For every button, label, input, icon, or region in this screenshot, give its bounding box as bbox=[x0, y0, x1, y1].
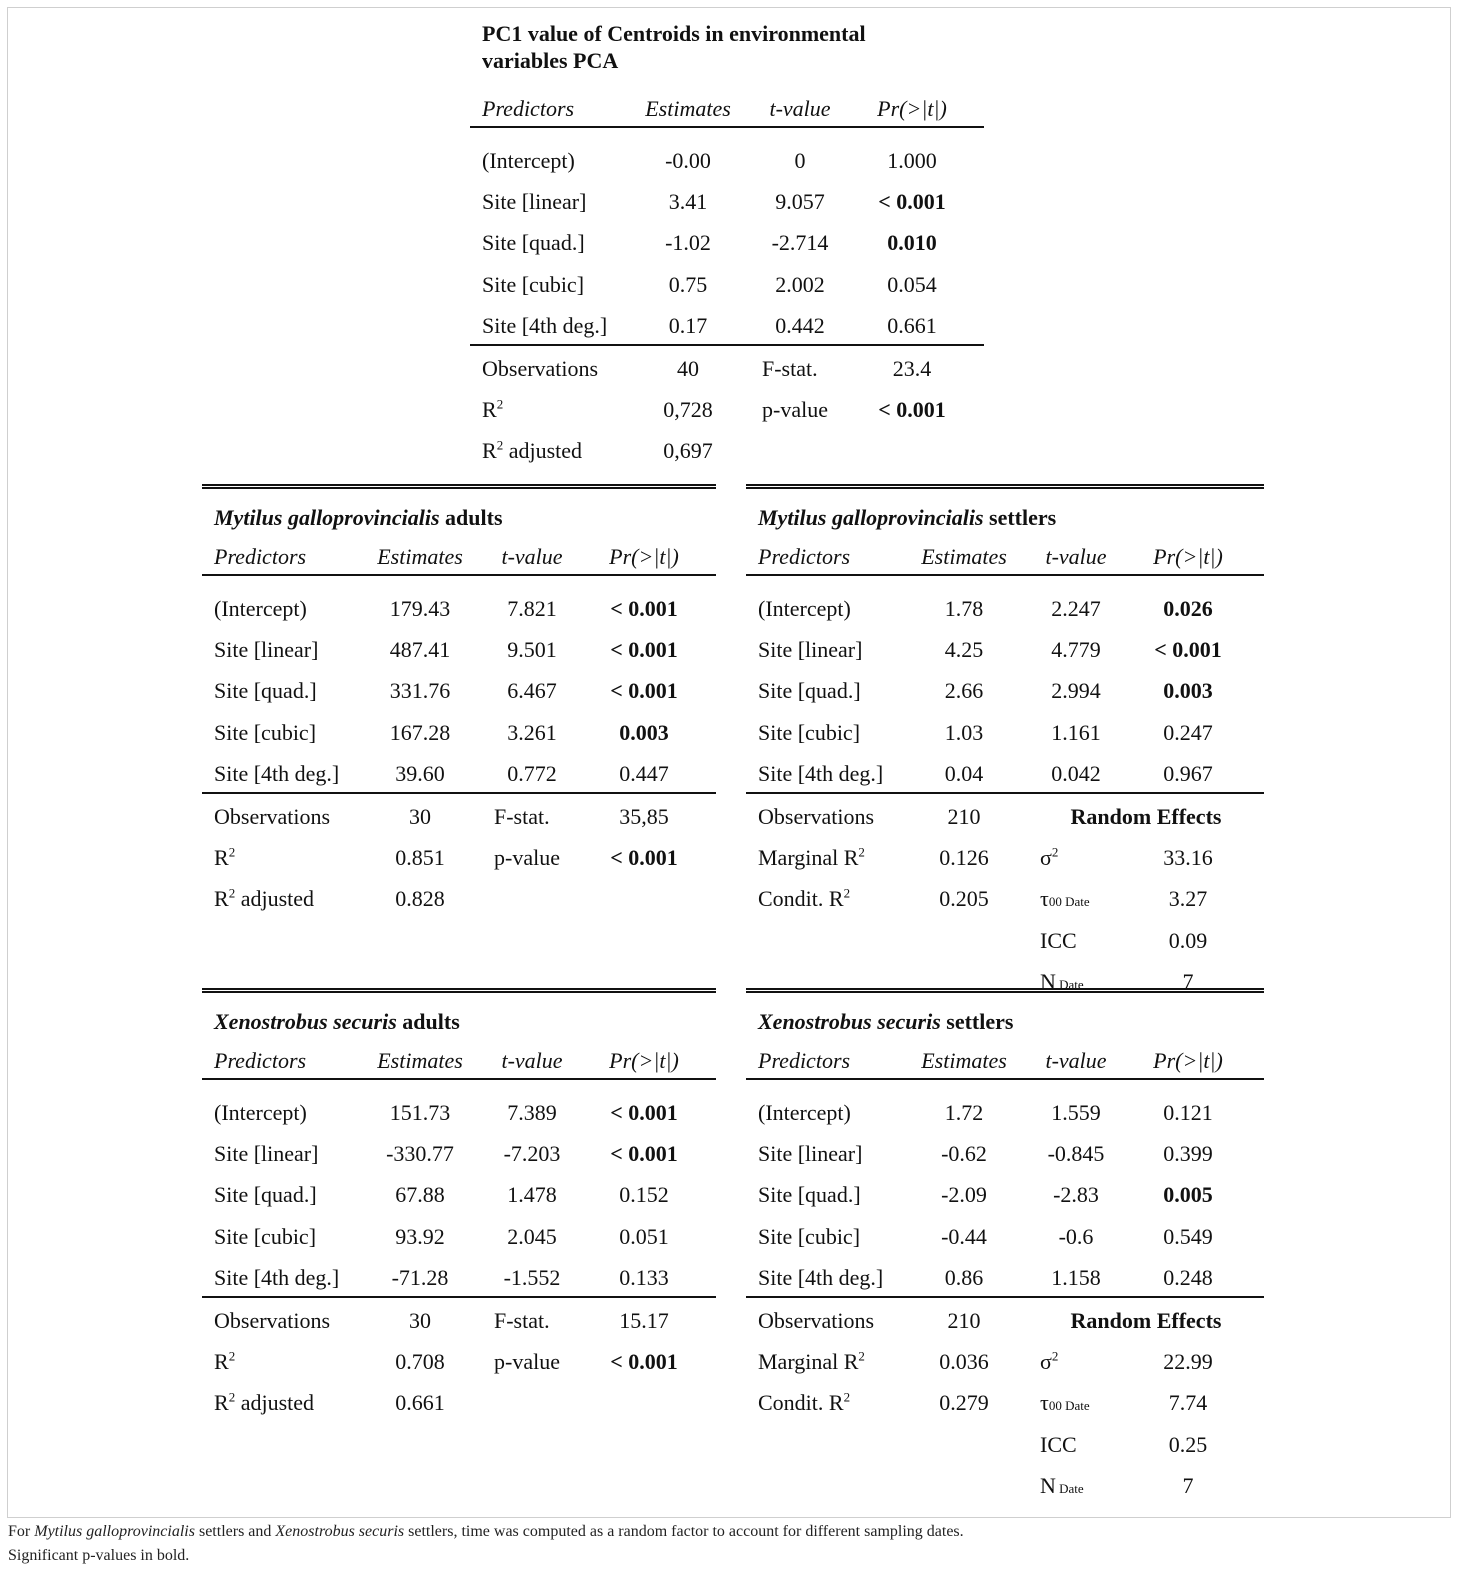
estimate-value: -2.09 bbox=[941, 1182, 987, 1208]
estimate-value: -71.28 bbox=[391, 1264, 449, 1290]
column-header: t-value bbox=[769, 96, 831, 121]
t-value: 7.389 bbox=[507, 1100, 557, 1125]
predictor-label: Site [quad.] bbox=[758, 1182, 861, 1208]
title-part: Mytilus galloprovincialis bbox=[758, 505, 984, 530]
stat-label: Marginal $R^2$ bbox=[758, 1348, 865, 1375]
stat-value-2: 15.17 bbox=[619, 1308, 669, 1333]
t-value: 1.158 bbox=[1051, 1264, 1101, 1290]
stat-value-2: 33.16 bbox=[1163, 845, 1213, 871]
stat-label: Observations bbox=[214, 804, 331, 829]
p-value: 0.967 bbox=[1163, 760, 1213, 786]
estimate-value: 331.76 bbox=[389, 678, 451, 704]
stat-label-2: F-stat. bbox=[494, 1308, 550, 1333]
estimate-value: 0.17 bbox=[668, 312, 708, 338]
t-value: 0.442 bbox=[775, 312, 825, 338]
body-rule bbox=[202, 1296, 716, 1298]
stat-label-2: p-value bbox=[762, 397, 828, 423]
stat-label: $R^2$ bbox=[482, 396, 504, 423]
predictor-label: Site [4th deg.] bbox=[214, 760, 340, 786]
column-header: t-value bbox=[1045, 1048, 1107, 1073]
column-header: Predictors bbox=[214, 544, 307, 569]
footnote-part: settlers and bbox=[194, 1523, 276, 1540]
superscript: 2 bbox=[496, 438, 504, 454]
top-double-rule bbox=[746, 988, 1264, 993]
stat-label-2: p-value bbox=[494, 845, 560, 871]
stat-value-2: 22.99 bbox=[1163, 1349, 1213, 1375]
estimate-value: 2.66 bbox=[944, 678, 984, 704]
stat-label: Marginal $R^2$ bbox=[758, 844, 865, 871]
column-header: Estimates bbox=[377, 1048, 463, 1073]
top-double-rule bbox=[202, 484, 716, 489]
stat-value: 40 bbox=[677, 356, 699, 381]
footnote-part: settlers, time was computed as a random factor to account for different sampling dates. bbox=[404, 1523, 964, 1540]
estimate-value: -0.44 bbox=[941, 1223, 987, 1249]
p-value: 0.003 bbox=[619, 719, 669, 745]
stat-value: 0.851 bbox=[395, 845, 445, 871]
column-header: Estimates bbox=[921, 544, 1007, 569]
stat-value-2: < 0.001 bbox=[610, 1349, 678, 1375]
t-value: 1.161 bbox=[1051, 719, 1101, 745]
footnote-part: Xenostrobus securis bbox=[275, 1523, 405, 1540]
superscript: 2 bbox=[843, 886, 851, 902]
stat-value-2: 23.4 bbox=[892, 356, 932, 381]
subscript: Date bbox=[1055, 1480, 1084, 1496]
column-header: Estimates bbox=[645, 96, 731, 121]
p-value: 0.399 bbox=[1163, 1141, 1213, 1167]
table-footnote bbox=[8, 1520, 964, 1568]
footnote-part: Mytilus galloprovincialis bbox=[34, 1523, 195, 1540]
t-value: 2.994 bbox=[1051, 678, 1101, 704]
t-value: 2.045 bbox=[507, 1223, 557, 1249]
stat-value: 210 bbox=[947, 1308, 981, 1333]
estimate-value: 39.60 bbox=[395, 760, 445, 786]
t-value: 9.501 bbox=[507, 637, 557, 663]
t-value: 1.559 bbox=[1051, 1100, 1101, 1125]
column-header: Predictors bbox=[214, 1048, 307, 1073]
body-rule bbox=[746, 1296, 1264, 1298]
random-effects-heading: Random Effects bbox=[1070, 804, 1222, 829]
estimate-value: 167.28 bbox=[389, 719, 451, 745]
estimate-value: 487.41 bbox=[389, 637, 451, 663]
header-rule bbox=[202, 574, 716, 576]
predictor-label: Site [4th deg.] bbox=[758, 1264, 884, 1290]
estimate-value: 0.86 bbox=[944, 1264, 984, 1290]
column-header: t-value bbox=[501, 1048, 563, 1073]
stat-label: $R^2$ bbox=[214, 844, 236, 871]
title-part: settlers bbox=[983, 505, 1057, 530]
t-value: 2.247 bbox=[1051, 596, 1101, 621]
stat-label-2: τ00 Date bbox=[1040, 1390, 1090, 1416]
t-value: -0.845 bbox=[1047, 1141, 1105, 1167]
superscript: 2 bbox=[858, 1348, 865, 1364]
predictor-label: Site [quad.] bbox=[758, 678, 861, 704]
predictor-label: Site [linear] bbox=[214, 637, 319, 663]
column-header: Estimates bbox=[921, 1048, 1007, 1073]
title-part: settlers bbox=[940, 1009, 1014, 1034]
superscript: 2 bbox=[496, 396, 504, 412]
stat-label-2: $\sigma^2$ bbox=[1040, 1348, 1059, 1375]
column-header: Predictors bbox=[482, 96, 575, 121]
t-value: 3.261 bbox=[507, 719, 557, 745]
stat-value-2: 7 bbox=[1182, 1472, 1194, 1498]
stat-value-2: 3.27 bbox=[1168, 886, 1208, 912]
subscript: 00 Date bbox=[1048, 894, 1090, 910]
p-value: < 0.001 bbox=[610, 637, 678, 663]
superscript: 2 bbox=[1051, 1348, 1059, 1364]
table-title bbox=[214, 504, 503, 531]
stat-value: 0.279 bbox=[939, 1390, 989, 1416]
stat-label: Observations bbox=[758, 804, 875, 829]
p-value: 0.005 bbox=[1163, 1182, 1213, 1208]
t-value: 0 bbox=[794, 148, 806, 173]
title-part: Xenostrobus securis bbox=[214, 1009, 397, 1034]
superscript: 2 bbox=[228, 1390, 236, 1406]
stat-label-2: ICC bbox=[1040, 927, 1077, 953]
stat-value: 0.205 bbox=[939, 886, 989, 912]
table-title bbox=[214, 1008, 460, 1035]
predictor-label: Site [4th deg.] bbox=[482, 312, 608, 338]
random-effects-heading: Random Effects bbox=[1070, 1308, 1222, 1333]
t-value: 9.057 bbox=[775, 189, 825, 215]
estimate-value: 0.04 bbox=[944, 760, 984, 786]
stat-label-2: p-value bbox=[494, 1349, 560, 1375]
stat-value-2: 0.25 bbox=[1168, 1431, 1208, 1457]
stat-label: $R^2$ adjusted bbox=[214, 886, 315, 912]
stat-value-2: < 0.001 bbox=[610, 845, 678, 871]
stat-value-2: 7 bbox=[1182, 968, 1194, 994]
estimate-value: 1.03 bbox=[944, 719, 984, 745]
stat-value: 0.828 bbox=[395, 886, 445, 912]
predictor-label: Site [linear] bbox=[214, 1141, 319, 1167]
header-rule bbox=[746, 574, 1264, 576]
table-title bbox=[758, 504, 1056, 531]
p-value: 0.447 bbox=[619, 760, 669, 786]
predictor-label: Site [4th deg.] bbox=[214, 1264, 340, 1290]
top-double-rule bbox=[746, 484, 1264, 489]
header-rule bbox=[746, 1078, 1264, 1080]
stat-label: Condit. $R^2$ bbox=[758, 886, 851, 912]
column-header: Pr(>|t|) bbox=[877, 96, 947, 121]
stat-label-2: ICC bbox=[1040, 1431, 1077, 1457]
predictor-label: Site [4th deg.] bbox=[758, 760, 884, 786]
stat-value: 0.036 bbox=[939, 1349, 989, 1375]
p-value: 0.010 bbox=[887, 230, 937, 256]
footnote-line-2: Significant p-values in bold. bbox=[8, 1547, 190, 1564]
title-part: Mytilus galloprovincialis bbox=[214, 505, 440, 530]
stat-label-2: $\sigma^2$ bbox=[1040, 844, 1059, 871]
table-title bbox=[482, 20, 922, 74]
estimate-value: 1.72 bbox=[944, 1100, 984, 1125]
stat-value-2: 0.09 bbox=[1168, 927, 1208, 953]
predictor-label: Site [quad.] bbox=[214, 1182, 317, 1208]
estimate-value: -0.62 bbox=[941, 1141, 987, 1167]
stat-value: 0.661 bbox=[395, 1390, 445, 1416]
predictor-label: Site [quad.] bbox=[482, 230, 585, 256]
t-value: -1.552 bbox=[503, 1264, 561, 1290]
superscript: 2 bbox=[228, 886, 236, 902]
estimate-value: 179.43 bbox=[389, 596, 451, 621]
t-value: -2.83 bbox=[1053, 1182, 1099, 1208]
title-part: adults bbox=[396, 1009, 460, 1034]
superscript: 2 bbox=[228, 844, 236, 860]
subscript: Date bbox=[1055, 976, 1084, 992]
body-rule bbox=[746, 792, 1264, 794]
predictor-label: Site [linear] bbox=[482, 189, 587, 215]
predictor-label: Site [linear] bbox=[758, 1141, 863, 1167]
predictor-label: Site [cubic] bbox=[758, 1223, 861, 1249]
predictor-label: (Intercept) bbox=[214, 1100, 307, 1125]
p-value: < 0.001 bbox=[610, 596, 678, 621]
stat-label: $R^2$ adjusted bbox=[214, 1390, 315, 1416]
column-header: Pr(>|t|) bbox=[1153, 544, 1223, 569]
estimate-value: 4.25 bbox=[944, 637, 984, 663]
stat-value: 30 bbox=[409, 804, 431, 829]
predictor-label: Site [cubic] bbox=[758, 719, 861, 745]
subscript: 00 Date bbox=[1048, 1398, 1090, 1414]
stat-value: 0,728 bbox=[663, 397, 713, 423]
t-value: 2.002 bbox=[775, 271, 825, 297]
predictor-label: Site [cubic] bbox=[214, 719, 317, 745]
footnote-line-1 bbox=[8, 1520, 964, 1544]
stat-label-2: N Date bbox=[1040, 968, 1084, 994]
estimate-value: 1.78 bbox=[944, 596, 984, 621]
predictor-label: (Intercept) bbox=[482, 148, 575, 173]
p-value: 0.133 bbox=[619, 1264, 669, 1290]
stat-label: Condit. $R^2$ bbox=[758, 1390, 851, 1416]
header-rule bbox=[470, 126, 984, 128]
stat-value-2: < 0.001 bbox=[878, 397, 946, 423]
t-value: 1.478 bbox=[507, 1182, 557, 1208]
p-value: 1.000 bbox=[887, 148, 937, 173]
predictor-label: Site [cubic] bbox=[482, 271, 585, 297]
estimate-value: -330.77 bbox=[386, 1141, 454, 1167]
body-rule bbox=[202, 792, 716, 794]
stat-value: 0.708 bbox=[395, 1349, 445, 1375]
superscript: 2 bbox=[1051, 844, 1059, 860]
column-header: Predictors bbox=[758, 1048, 851, 1073]
stat-label-2: τ00 Date bbox=[1040, 886, 1090, 912]
p-value: 0.051 bbox=[619, 1223, 669, 1249]
t-value: 4.779 bbox=[1051, 637, 1101, 663]
estimate-value: -0.00 bbox=[665, 148, 711, 173]
p-value: 0.248 bbox=[1163, 1264, 1213, 1290]
stat-value: 210 bbox=[947, 804, 981, 829]
predictor-label: Site [quad.] bbox=[214, 678, 317, 704]
p-value: < 0.001 bbox=[878, 189, 946, 215]
t-value: -7.203 bbox=[503, 1141, 561, 1167]
estimate-value: 93.92 bbox=[395, 1223, 445, 1249]
predictor-label: (Intercept) bbox=[214, 596, 307, 621]
column-header: Estimates bbox=[377, 544, 463, 569]
column-header: t-value bbox=[501, 544, 563, 569]
title-part: Xenostrobus securis bbox=[758, 1009, 941, 1034]
top-double-rule bbox=[202, 988, 716, 993]
table-title bbox=[758, 1008, 1013, 1035]
stat-label: Observations bbox=[758, 1308, 875, 1333]
stat-label-2: N Date bbox=[1040, 1472, 1084, 1498]
t-value: 6.467 bbox=[507, 678, 557, 704]
p-value: 0.549 bbox=[1163, 1223, 1213, 1249]
stat-value-2: 7.74 bbox=[1168, 1390, 1208, 1416]
column-header: t-value bbox=[1045, 544, 1107, 569]
estimate-value: 0.75 bbox=[668, 271, 708, 297]
stat-label-2: F-stat. bbox=[494, 804, 550, 829]
p-value: 0.121 bbox=[1163, 1100, 1213, 1125]
stat-label: $R^2$ adjusted bbox=[482, 438, 583, 464]
p-value: 0.152 bbox=[619, 1182, 669, 1208]
estimate-value: -1.02 bbox=[665, 230, 711, 256]
column-header: Pr(>|t|) bbox=[609, 1048, 679, 1073]
predictor-label: (Intercept) bbox=[758, 596, 851, 621]
column-header: Pr(>|t|) bbox=[1153, 1048, 1223, 1073]
superscript: 2 bbox=[858, 844, 865, 860]
predictor-label: Site [linear] bbox=[758, 637, 863, 663]
stat-value: 30 bbox=[409, 1308, 431, 1333]
stat-value: 0,697 bbox=[663, 438, 713, 464]
t-value: -0.6 bbox=[1058, 1223, 1094, 1249]
p-value: 0.247 bbox=[1163, 719, 1213, 745]
stat-label: Observations bbox=[214, 1308, 331, 1333]
stat-label: Observations bbox=[482, 356, 599, 381]
title-part: PC1 value of Centroids in environmental variables PCA bbox=[482, 21, 866, 73]
estimate-value: 151.73 bbox=[389, 1100, 451, 1125]
p-value: < 0.001 bbox=[610, 1100, 678, 1125]
p-value: < 0.001 bbox=[610, 1141, 678, 1167]
t-value: 0.772 bbox=[507, 760, 557, 786]
column-header: Predictors bbox=[758, 544, 851, 569]
p-value: 0.661 bbox=[887, 312, 937, 338]
stat-label: $R^2$ bbox=[214, 1348, 236, 1375]
body-rule bbox=[470, 344, 984, 346]
p-value: < 0.001 bbox=[1154, 637, 1222, 663]
p-value: 0.003 bbox=[1163, 678, 1213, 704]
title-part: adults bbox=[439, 505, 503, 530]
stat-label-2: F-stat. bbox=[762, 356, 818, 381]
t-value: 0.042 bbox=[1051, 760, 1101, 786]
t-value: 7.821 bbox=[507, 596, 557, 621]
predictor-label: Site [cubic] bbox=[214, 1223, 317, 1249]
p-value: < 0.001 bbox=[610, 678, 678, 704]
superscript: 2 bbox=[843, 1390, 851, 1406]
p-value: 0.054 bbox=[887, 271, 937, 297]
stat-value-2: 35,85 bbox=[619, 804, 669, 829]
superscript: 2 bbox=[228, 1348, 236, 1364]
predictor-label: (Intercept) bbox=[758, 1100, 851, 1125]
estimate-value: 67.88 bbox=[395, 1182, 445, 1208]
header-rule bbox=[202, 1078, 716, 1080]
column-header: Pr(>|t|) bbox=[609, 544, 679, 569]
stat-value: 0.126 bbox=[939, 845, 989, 871]
footnote-part: For bbox=[8, 1523, 35, 1540]
t-value: -2.714 bbox=[771, 230, 829, 256]
estimate-value: 3.41 bbox=[668, 189, 708, 215]
p-value: 0.026 bbox=[1163, 596, 1213, 621]
